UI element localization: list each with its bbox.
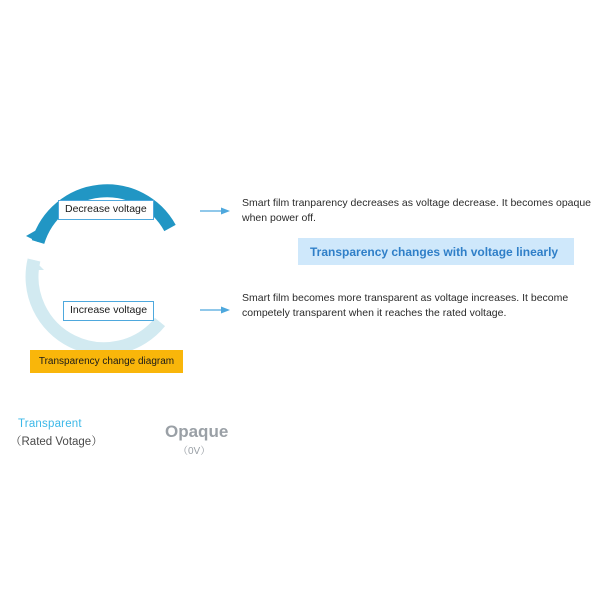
paragraph-increase-voltage: Smart film becomes more transparent as voltage increases. It become competely transparent when it reaches the rated voltage. [242, 292, 569, 320]
state-label-transparent: Transparent [18, 418, 82, 430]
state-sublabel-opaque: （0V） [178, 446, 211, 457]
blue-highlight-text: Transparency changes with voltage linearly [310, 244, 559, 259]
yellow-caption-banner [30, 350, 183, 373]
paragraph-decrease-voltage: Smart film tranparency decreases as voltage decrease. It becomes opaque when power off. [242, 197, 592, 225]
state-sublabel-transparent: （Rated Votage） [10, 436, 103, 448]
arrow-to-top-paragraph-icon [200, 205, 230, 217]
label-increase-voltage: Increase voltage [63, 301, 154, 321]
yellow-caption-text: Transparency change diagram [38, 356, 175, 367]
state-label-opaque: Opaque [165, 422, 229, 441]
blue-highlight-banner [298, 238, 574, 265]
arrow-to-bottom-paragraph-icon [200, 304, 230, 316]
label-decrease-voltage: Decrease voltage [58, 200, 154, 220]
